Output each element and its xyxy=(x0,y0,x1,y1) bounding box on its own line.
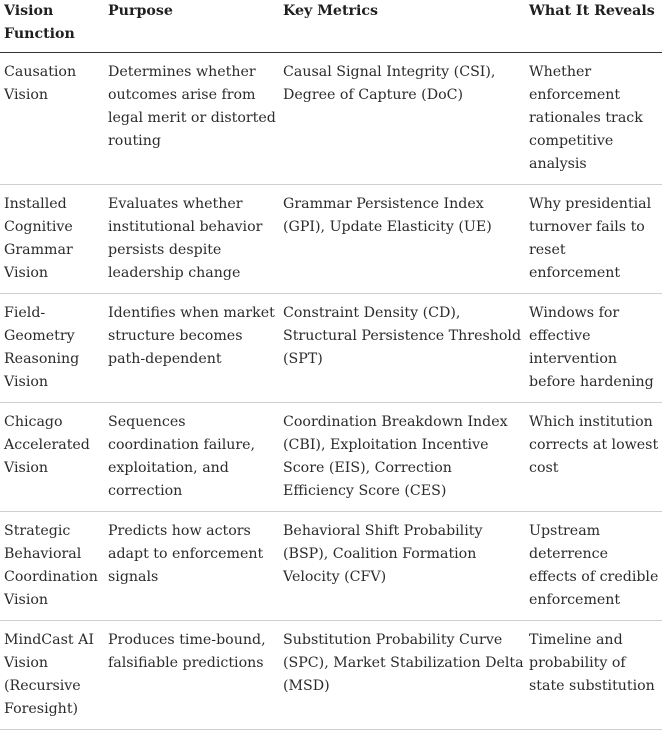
header-row xyxy=(0,0,662,53)
cell-what-it-reveals: Whether enforcement rationales track competitive analysis xyxy=(525,53,662,185)
cell-what-it-reveals: Why presidential turnover fails to reset enforcement xyxy=(525,185,662,294)
cell-vision-function: Installed Cognitive Grammar Vision xyxy=(0,185,104,294)
table-header xyxy=(0,0,662,53)
cell-vision-function: Chicago Accelerated Vision xyxy=(0,403,104,512)
cell-purpose: Sequences coordination failure, exploitation, and correction xyxy=(104,403,279,512)
cell-vision-function: Strategic Behavioral Coordination Vision xyxy=(0,512,104,621)
cell-key-metrics: Substitution Probability Curve (SPC), Market Stabilization Delta (MSD) xyxy=(279,621,525,730)
header-what-it-reveals: What It Reveals xyxy=(525,0,662,53)
cell-purpose: Identifies when market structure becomes path-dependent xyxy=(104,294,279,403)
cell-what-it-reveals: Upstream deterrence effects of credible enforcement xyxy=(525,512,662,621)
cell-what-it-reveals: Which institution corrects at lowest cost xyxy=(525,403,662,512)
cell-key-metrics: Constraint Density (CD), Structural Persistence Threshold (SPT) xyxy=(279,294,525,403)
cell-key-metrics: Grammar Persistence Index (GPI), Update Elasticity (UE) xyxy=(279,185,525,294)
table-row xyxy=(0,53,662,185)
cell-key-metrics: Coordination Breakdown Index (CBI), Exploitation Incentive Score (EIS), Correction Efficiency Score (CES) xyxy=(279,403,525,512)
cell-what-it-reveals: Timeline and probability of state substitution xyxy=(525,621,662,730)
header-key-metrics: Key Metrics xyxy=(279,0,525,53)
header-purpose: Purpose xyxy=(104,0,279,53)
cell-vision-function: Field-Geometry Reasoning Vision xyxy=(0,294,104,403)
cell-key-metrics: Causal Signal Integrity (CSI), Degree of Capture (DoC) xyxy=(279,53,525,185)
table-body xyxy=(0,53,662,730)
cell-purpose: Determines whether outcomes arise from legal merit or distorted routing xyxy=(104,53,279,185)
cell-vision-function: MindCast AI Vision (Recursive Foresight) xyxy=(0,621,104,730)
table-row xyxy=(0,294,662,403)
cell-purpose: Evaluates whether institutional behavior persists despite leadership change xyxy=(104,185,279,294)
table-row xyxy=(0,403,662,512)
table-row xyxy=(0,185,662,294)
cell-vision-function: Causation Vision xyxy=(0,53,104,185)
cell-purpose: Predicts how actors adapt to enforcement signals xyxy=(104,512,279,621)
cell-what-it-reveals: Windows for effective intervention before hardening xyxy=(525,294,662,403)
cell-purpose: Produces time-bound, falsifiable predictions xyxy=(104,621,279,730)
header-vision-function: Vision Function xyxy=(0,0,104,53)
cell-key-metrics: Behavioral Shift Probability (BSP), Coalition Formation Velocity (CFV) xyxy=(279,512,525,621)
table-row xyxy=(0,512,662,621)
table-row xyxy=(0,621,662,730)
